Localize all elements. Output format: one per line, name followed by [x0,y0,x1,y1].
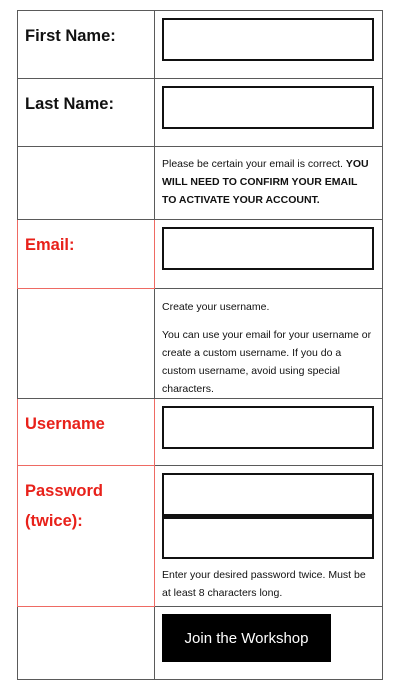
username-cell [155,399,383,466]
username-input[interactable] [162,406,374,449]
join-workshop-button[interactable]: Join the Workshop [162,614,331,662]
password-confirm-input[interactable] [162,516,374,559]
submit-spacer [18,607,155,680]
username-note-spacer [18,289,155,399]
password-hint: Enter your desired password twice. Must be at least 8 characters long. [162,569,366,599]
registration-form-table [17,10,383,680]
password-label: Password (twice): [18,466,155,607]
first-name-label: First Name: [18,11,155,79]
password-cell [155,466,383,607]
username-note-row [18,289,383,399]
email-note-emphasis: YOU WILL NEED TO CONFIRM YOUR EMAIL TO ACTIVATE YOUR ACCOUNT. [162,158,369,206]
last-name-label: Last Name: [18,79,155,147]
last-name-cell [155,79,383,147]
username-note-line1: Create your username. [162,301,270,313]
email-note [155,147,383,220]
first-name-input[interactable] [162,18,374,61]
username-note-line2: You can use your email for your username or create a custom username. If you do a custom username, avoid using special characters. [162,329,372,395]
email-note-plain: Please be certain your email is correct. [162,158,343,170]
submit-cell [155,607,383,680]
username-label: Username [18,399,155,466]
email-label: Email: [18,220,155,289]
email-row [18,220,383,289]
first-name-cell [155,11,383,79]
username-note [155,289,383,399]
password-input[interactable] [162,473,374,516]
submit-row [18,607,383,680]
email-cell [155,220,383,289]
last-name-input[interactable] [162,86,374,129]
password-row [18,466,383,607]
first-name-row [18,11,383,79]
username-row [18,399,383,466]
last-name-row [18,79,383,147]
email-note-text [162,155,373,209]
email-note-spacer [18,147,155,220]
email-note-row [18,147,383,220]
email-input[interactable] [162,227,374,270]
